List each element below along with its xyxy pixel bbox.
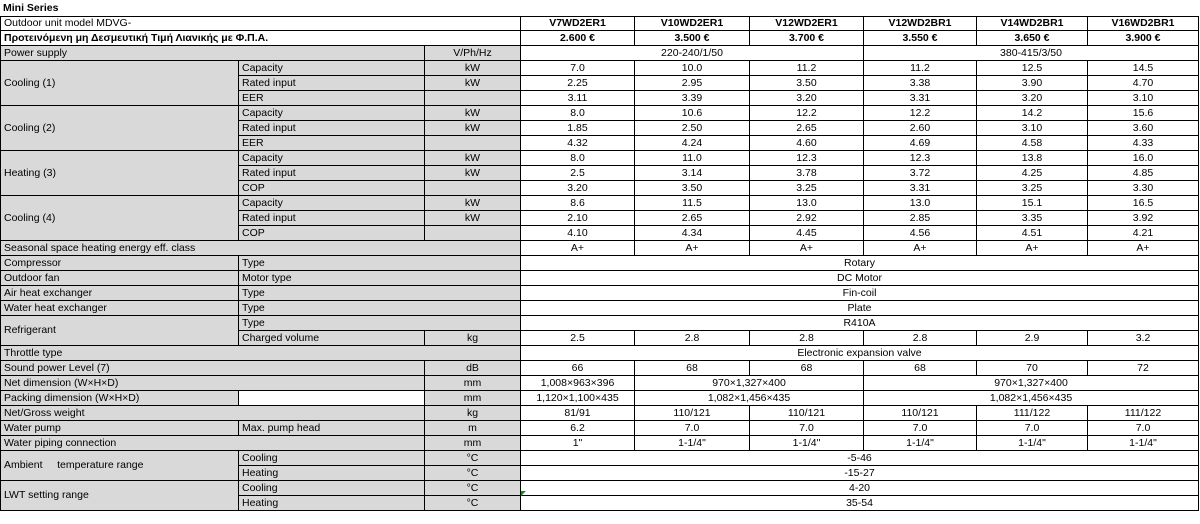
spec-value: 8.6 xyxy=(521,196,635,211)
spec-value: 4.69 xyxy=(864,136,977,151)
energy-class: A+ xyxy=(521,241,635,256)
pump-value: 7.0 xyxy=(864,421,977,436)
unit: °C xyxy=(425,451,521,466)
spec-value: 8.0 xyxy=(521,106,635,121)
unit: °C xyxy=(425,466,521,481)
sound-value: 68 xyxy=(635,361,750,376)
price-value: 2.600 € xyxy=(521,31,635,46)
price-value: 3.650 € xyxy=(977,31,1088,46)
spec-value: 11.2 xyxy=(750,61,864,76)
param-label: Capacity xyxy=(239,151,425,166)
unit: kg xyxy=(425,406,521,421)
spec-value: 3.25 xyxy=(750,181,864,196)
spec-value: 3.78 xyxy=(750,166,864,181)
row-label: Outdoor fan xyxy=(0,271,239,286)
param-label: Motor type xyxy=(239,271,521,286)
spec-value: 4.33 xyxy=(1088,136,1199,151)
weight-value: 111/122 xyxy=(1088,406,1199,421)
power-supply-value: 220-240/1/50 xyxy=(521,46,864,61)
sound-value: 72 xyxy=(1088,361,1199,376)
row-label: Net dimension (W×H×D) xyxy=(0,376,425,391)
unit: kW xyxy=(425,121,521,136)
energy-class: A+ xyxy=(1088,241,1199,256)
unit xyxy=(425,91,521,106)
spec-value: 15.1 xyxy=(977,196,1088,211)
spec-value: 11.2 xyxy=(864,61,977,76)
param-label: Type xyxy=(239,316,521,331)
param-label: Cooling xyxy=(239,451,425,466)
sound-value: 68 xyxy=(864,361,977,376)
unit: kW xyxy=(425,76,521,91)
group-label: Cooling (4) xyxy=(0,196,239,241)
spec-value: 4.32 xyxy=(521,136,635,151)
group-label: Cooling (1) xyxy=(0,61,239,106)
unit: kg xyxy=(425,331,521,346)
weight-value: 81/91 xyxy=(521,406,635,421)
spec-value: 10.0 xyxy=(635,61,750,76)
range-value: -5-46 xyxy=(521,451,1199,466)
param-label: Rated input xyxy=(239,166,425,181)
unit: m xyxy=(425,421,521,436)
spec-value: 13.0 xyxy=(864,196,977,211)
spec-value: 2.50 xyxy=(635,121,750,136)
spec-value: 4.58 xyxy=(977,136,1088,151)
group-label: Cooling (2) xyxy=(0,106,239,151)
spec-value: 3.14 xyxy=(635,166,750,181)
comment-indicator xyxy=(521,491,526,496)
empty-cell xyxy=(239,391,425,406)
spec-value: 2.10 xyxy=(521,211,635,226)
row-label: Water heat exchanger xyxy=(0,301,239,316)
spec-value: 4.21 xyxy=(1088,226,1199,241)
spec-value: 3.31 xyxy=(864,181,977,196)
spec-value: 2.92 xyxy=(750,211,864,226)
unit: mm xyxy=(425,436,521,451)
spec-value: 3.35 xyxy=(977,211,1088,226)
price-label: Προτεινόμενη μη Δεσμευτική Τιμή Λιανικής με Φ.Π.Α. xyxy=(0,31,521,46)
charge-value: 3.2 xyxy=(1088,331,1199,346)
spec-value: 3.25 xyxy=(977,181,1088,196)
unit: kW xyxy=(425,151,521,166)
weight-value: 111/122 xyxy=(977,406,1088,421)
energy-class: A+ xyxy=(864,241,977,256)
spec-value: 12.5 xyxy=(977,61,1088,76)
model-name: V12WD2ER1 xyxy=(750,16,864,31)
model-name: V7WD2ER1 xyxy=(521,16,635,31)
piping-value: 1-1/4" xyxy=(864,436,977,451)
param-label: Type xyxy=(239,301,521,316)
spec-value: 14.2 xyxy=(977,106,1088,121)
dimension-value: 1,082×1,456×435 xyxy=(635,391,864,406)
pump-value: 7.0 xyxy=(1088,421,1199,436)
weight-value: 110/121 xyxy=(635,406,750,421)
spec-value: 3.30 xyxy=(1088,181,1199,196)
charge-value: 2.8 xyxy=(750,331,864,346)
spec-value: 4.34 xyxy=(635,226,750,241)
spec-value: 16.5 xyxy=(1088,196,1199,211)
sound-value: 66 xyxy=(521,361,635,376)
group-label: Heating (3) xyxy=(0,151,239,196)
param-label: EER xyxy=(239,136,425,151)
param-label: Type xyxy=(239,256,521,271)
row-label: Net/Gross weight xyxy=(0,406,425,421)
unit: mm xyxy=(425,391,521,406)
spec-value: 3.39 xyxy=(635,91,750,106)
spec-value: 10.6 xyxy=(635,106,750,121)
energy-class: A+ xyxy=(750,241,864,256)
spec-value: Plate xyxy=(521,301,1199,316)
series-title: Mini Series xyxy=(3,1,59,14)
price-value: 3.700 € xyxy=(750,31,864,46)
row-label: Throttle type xyxy=(0,346,521,361)
refrigerant-type: R410A xyxy=(521,316,1199,331)
dimension-value: 970×1,327×400 xyxy=(635,376,864,391)
sound-value: 68 xyxy=(750,361,864,376)
spec-value: 3.60 xyxy=(1088,121,1199,136)
model-name: V12WD2BR1 xyxy=(864,16,977,31)
unit: kW xyxy=(425,106,521,121)
range-value: 35-54 xyxy=(521,496,1199,511)
row-label: Water pump xyxy=(0,421,239,436)
spec-value: 4.24 xyxy=(635,136,750,151)
piping-value: 1-1/4" xyxy=(750,436,864,451)
sound-value: 70 xyxy=(977,361,1088,376)
spec-value: Rotary xyxy=(521,256,1199,271)
spec-value: 12.3 xyxy=(750,151,864,166)
spec-value: 4.60 xyxy=(750,136,864,151)
row-label: Seasonal space heating energy eff. class xyxy=(0,241,521,256)
param-label: Capacity xyxy=(239,196,425,211)
param-label: COP xyxy=(239,181,425,196)
energy-class: A+ xyxy=(635,241,750,256)
param-label: Heating xyxy=(239,496,425,511)
dimension-value: 1,120×1,100×435 xyxy=(521,391,635,406)
param-label: Max. pump head xyxy=(239,421,425,436)
param-label: COP xyxy=(239,226,425,241)
price-value: 3.900 € xyxy=(1088,31,1199,46)
param-label: Type xyxy=(239,286,521,301)
spec-value: Fin-coil xyxy=(521,286,1199,301)
spec-value: 3.10 xyxy=(977,121,1088,136)
energy-class: A+ xyxy=(977,241,1088,256)
range-value: 4-20 xyxy=(521,481,1199,496)
spec-value: 2.65 xyxy=(750,121,864,136)
spec-value: 13.8 xyxy=(977,151,1088,166)
weight-value: 110/121 xyxy=(750,406,864,421)
spec-value: 4.70 xyxy=(1088,76,1199,91)
charge-value: 2.8 xyxy=(635,331,750,346)
charge-value: 2.9 xyxy=(977,331,1088,346)
pump-value: 7.0 xyxy=(750,421,864,436)
model-name: V10WD2ER1 xyxy=(635,16,750,31)
param-label: Rated input xyxy=(239,76,425,91)
throttle-value: Electronic expansion valve xyxy=(521,346,1199,361)
spec-value: 1.85 xyxy=(521,121,635,136)
spec-value: 8.0 xyxy=(521,151,635,166)
piping-value: 1-1/4" xyxy=(635,436,750,451)
row-label: Ambient temperature range xyxy=(0,451,239,481)
spec-value: 4.51 xyxy=(977,226,1088,241)
row-label: Refrigerant xyxy=(0,316,239,346)
spec-value: 3.20 xyxy=(521,181,635,196)
spec-value: 3.20 xyxy=(977,91,1088,106)
spec-value: 2.60 xyxy=(864,121,977,136)
row-label: Sound power Level (7) xyxy=(0,361,425,376)
spec-value: 4.25 xyxy=(977,166,1088,181)
spec-value: 16.0 xyxy=(1088,151,1199,166)
param-label: Rated input xyxy=(239,211,425,226)
spec-value: 11.5 xyxy=(635,196,750,211)
unit: kW xyxy=(425,61,521,76)
model-label: Outdoor unit model MDVG- xyxy=(0,16,521,31)
unit xyxy=(425,226,521,241)
spec-value: 4.56 xyxy=(864,226,977,241)
dimension-value: 970×1,327×400 xyxy=(864,376,1199,391)
param-label: EER xyxy=(239,91,425,106)
spec-value: 2.95 xyxy=(635,76,750,91)
pump-value: 6.2 xyxy=(521,421,635,436)
charge-value: 2.5 xyxy=(521,331,635,346)
spec-value: 3.11 xyxy=(521,91,635,106)
row-label: Power supply xyxy=(0,46,425,61)
row-label: Compressor xyxy=(0,256,239,271)
row-label: Water piping connection xyxy=(0,436,425,451)
param-label: Rated input xyxy=(239,121,425,136)
charge-value: 2.8 xyxy=(864,331,977,346)
spec-value: 2.25 xyxy=(521,76,635,91)
param-label: Charged volume xyxy=(239,331,425,346)
price-value: 3.550 € xyxy=(864,31,977,46)
spec-value: 3.92 xyxy=(1088,211,1199,226)
piping-value: 1" xyxy=(521,436,635,451)
unit: kW xyxy=(425,166,521,181)
spec-value: 7.0 xyxy=(521,61,635,76)
spec-value: 4.10 xyxy=(521,226,635,241)
spec-value: 3.90 xyxy=(977,76,1088,91)
spec-value: 3.50 xyxy=(635,181,750,196)
spec-value: 12.3 xyxy=(864,151,977,166)
row-label: Air heat exchanger xyxy=(0,286,239,301)
pump-value: 7.0 xyxy=(977,421,1088,436)
piping-value: 1-1/4" xyxy=(977,436,1088,451)
spec-value: 3.38 xyxy=(864,76,977,91)
spec-value: 14.5 xyxy=(1088,61,1199,76)
spec-value: 3.31 xyxy=(864,91,977,106)
param-label: Capacity xyxy=(239,106,425,121)
spec-value: 2.65 xyxy=(635,211,750,226)
range-value: -15-27 xyxy=(521,466,1199,481)
unit: dB xyxy=(425,361,521,376)
unit: kW xyxy=(425,211,521,226)
price-value: 3.500 € xyxy=(635,31,750,46)
weight-value: 110/121 xyxy=(864,406,977,421)
unit xyxy=(425,136,521,151)
power-supply-value: 380-415/3/50 xyxy=(864,46,1199,61)
spec-value: 3.20 xyxy=(750,91,864,106)
dimension-value: 1,008×963×396 xyxy=(521,376,635,391)
unit xyxy=(425,181,521,196)
spec-value: 3.50 xyxy=(750,76,864,91)
spec-value: 12.2 xyxy=(864,106,977,121)
pump-value: 7.0 xyxy=(635,421,750,436)
spec-value: 2.85 xyxy=(864,211,977,226)
model-name: V16WD2BR1 xyxy=(1088,16,1199,31)
spec-value: 15.6 xyxy=(1088,106,1199,121)
row-label: Packing dimension (W×H×D) xyxy=(0,391,239,406)
spec-value: 3.72 xyxy=(864,166,977,181)
unit: kW xyxy=(425,196,521,211)
spec-value: 4.45 xyxy=(750,226,864,241)
spec-value: 12.2 xyxy=(750,106,864,121)
param-label: Cooling xyxy=(239,481,425,496)
param-label: Heating xyxy=(239,466,425,481)
spec-value: 2.5 xyxy=(521,166,635,181)
model-name: V14WD2BR1 xyxy=(977,16,1088,31)
spec-value: DC Motor xyxy=(521,271,1199,286)
spec-value: 3.10 xyxy=(1088,91,1199,106)
spec-value: 13.0 xyxy=(750,196,864,211)
param-label: Capacity xyxy=(239,61,425,76)
spec-value: 11.0 xyxy=(635,151,750,166)
row-label: LWT setting range xyxy=(0,481,239,511)
spec-value: 4.85 xyxy=(1088,166,1199,181)
unit: mm xyxy=(425,376,521,391)
unit: °C xyxy=(425,496,521,511)
unit: °C xyxy=(425,481,521,496)
dimension-value: 1,082×1,456×435 xyxy=(864,391,1199,406)
unit: V/Ph/Hz xyxy=(425,46,521,61)
piping-value: 1-1/4" xyxy=(1088,436,1199,451)
